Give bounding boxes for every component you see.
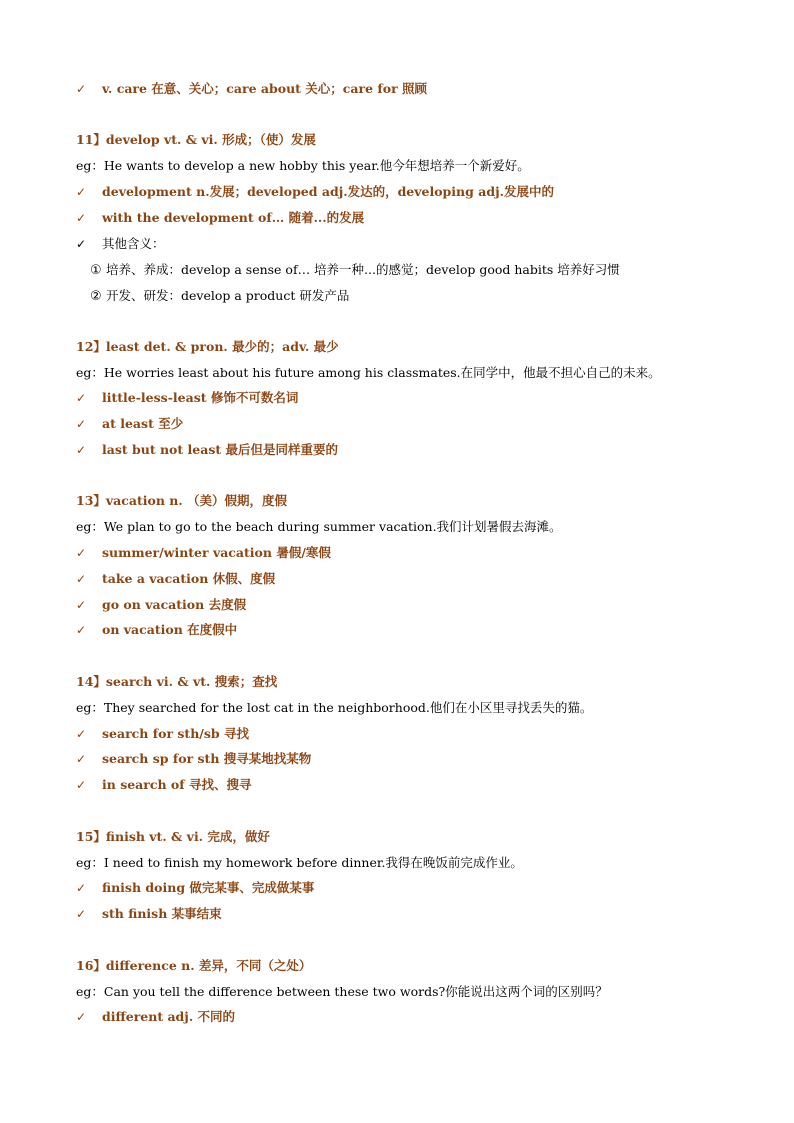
list-item — [76, 388, 298, 408]
check-icon: ✓ — [76, 443, 87, 457]
example-sentence: eg：Can you tell the difference between these two words?你能说出这两个词的区别吗？ — [76, 984, 608, 999]
check-icon: ✓ — [76, 391, 87, 405]
check-icon: ✓ — [76, 727, 87, 741]
check-icon: ✓ — [76, 546, 87, 560]
list-item-text: summer/winter vacation 暑假/寒假 — [102, 545, 331, 560]
check-icon: ✓ — [76, 623, 87, 637]
list-item — [76, 620, 237, 640]
list-item — [76, 878, 314, 898]
sub-item — [90, 286, 349, 306]
section-heading: 14】search vi. & vt. 搜索；查找 — [76, 674, 278, 689]
list-item-text: search sp for sth 搜寻某地找某物 — [102, 751, 312, 766]
list-item — [76, 543, 331, 563]
check-icon: ✓ — [76, 417, 87, 431]
example-sentence: eg：They searched for the lost cat in the neighborhood.他们在小区里寻找丢失的猫。 — [76, 700, 593, 715]
list-item-text: with the development of… 随着...的发展 — [102, 210, 365, 225]
check-icon: ✓ — [76, 752, 87, 766]
list-item-text: sth finish 某事结束 — [102, 906, 222, 921]
list-item-text: 其他含义： — [102, 236, 165, 251]
list-item-text: search for sth/sb 寻找 — [102, 726, 249, 741]
list-item — [76, 1007, 235, 1027]
list-item-text: development n.发展；developed adj.发达的，developing adj.发展中的 — [102, 184, 554, 199]
list-item-text: in search of 寻找、搜寻 — [102, 777, 252, 792]
sub-item — [90, 260, 620, 280]
check-icon: ✓ — [76, 211, 87, 225]
check-icon: ✓ — [76, 1010, 87, 1024]
check-icon: ✓ — [76, 907, 87, 921]
list-item — [76, 414, 183, 434]
list-item-text: at least 至少 — [102, 416, 184, 431]
circled-number-marker: ② — [90, 289, 102, 304]
list-item — [76, 440, 338, 460]
section-heading: 15】finish vt. & vi. 完成，做好 — [76, 829, 270, 844]
list-item — [76, 595, 246, 615]
check-icon: ✓ — [76, 881, 87, 895]
example-sentence: eg：I need to finish my homework before dinner.我得在晚饭前完成作业。 — [76, 855, 523, 870]
sub-item-text: 培养、养成：develop a sense of… 培养一种...的感觉；develop good habits 培养好习惯 — [106, 262, 620, 277]
list-item — [76, 569, 275, 589]
list-item — [76, 79, 427, 99]
list-item — [76, 182, 554, 202]
list-item — [76, 775, 251, 795]
sub-item-text: 开发、研发：develop a product 研发产品 — [106, 288, 350, 303]
list-item-text: little-less-least 修饰不可数名词 — [102, 390, 299, 405]
list-item — [76, 234, 165, 254]
section-heading: 11】develop vt. & vi. 形成；（使）发展 — [76, 132, 316, 147]
list-item-text: different adj. 不同的 — [102, 1009, 236, 1024]
list-item — [76, 208, 364, 228]
example-sentence: eg：He wants to develop a new hobby this year.他今年想培养一个新爱好。 — [76, 158, 530, 173]
list-item-text: take a vacation 休假、度假 — [102, 571, 276, 586]
section-heading: 12】least det. & pron. 最少的；adv. 最少 — [76, 339, 339, 354]
check-icon: ✓ — [76, 237, 87, 251]
example-sentence: eg：We plan to go to the beach during summer vacation.我们计划暑假去海滩。 — [76, 519, 562, 534]
section-heading: 13】vacation n. （美）假期，度假 — [76, 493, 288, 508]
list-item-text: go on vacation 去度假 — [102, 597, 247, 612]
list-item-text: on vacation 在度假中 — [102, 622, 238, 637]
check-icon: ✓ — [76, 82, 87, 96]
list-item-text: finish doing 做完某事、完成做某事 — [102, 880, 315, 895]
circled-number-marker: ① — [90, 263, 102, 278]
list-item-text: last but not least 最后但是同样重要的 — [102, 442, 338, 457]
list-item — [76, 724, 249, 744]
check-icon: ✓ — [76, 185, 87, 199]
list-item — [76, 904, 222, 924]
check-icon: ✓ — [76, 598, 87, 612]
list-item-text: v. care 在意、关心；care about 关心；care for 照顾 — [102, 81, 428, 96]
list-item — [76, 749, 311, 769]
check-icon: ✓ — [76, 572, 87, 586]
example-sentence: eg：He worries least about his future among his classmates.在同学中，他最不担心自己的未来。 — [76, 365, 661, 380]
check-icon: ✓ — [76, 778, 87, 792]
section-heading: 16】difference n. 差异，不同（之处） — [76, 958, 312, 973]
